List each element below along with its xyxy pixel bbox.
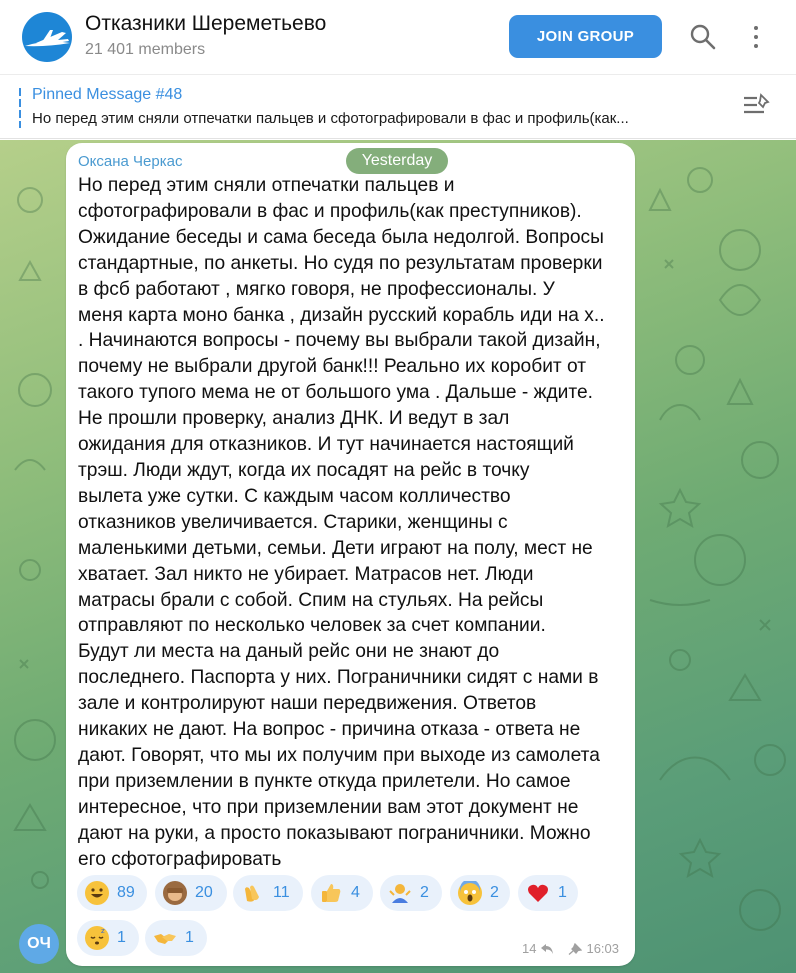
reaction-sleeping[interactable] [77, 920, 139, 956]
date-pill: Yesterday [346, 148, 448, 174]
reaction-thumbs-up[interactable] [311, 875, 373, 911]
reaction-count: 11 [273, 884, 290, 901]
channel-title[interactable]: Отказники Шереметьево [85, 12, 327, 35]
reaction-count: 1 [117, 929, 126, 946]
reaction-scream[interactable] [450, 875, 510, 911]
thumbs-up-icon [319, 881, 343, 905]
reaction-count: 4 [351, 884, 360, 901]
scrolled-text-remnant [77, 62, 187, 76]
pin-icon [568, 943, 582, 955]
reaction-handshake[interactable] [145, 920, 207, 956]
more-options-icon[interactable] [747, 22, 765, 52]
join-group-button[interactable]: JOIN GROUP [509, 15, 662, 58]
pinned-title: Pinned Message #48 [32, 86, 183, 103]
reaction-clap[interactable] [233, 875, 303, 911]
reaction-monkey[interactable] [155, 875, 227, 911]
sender-name[interactable]: Оксана Черкас [78, 153, 183, 170]
reaction-count: 1 [185, 929, 194, 946]
handshake-icon [153, 926, 177, 950]
author-avatar[interactable]: ОЧ [19, 924, 59, 964]
sleeping-face-icon [85, 926, 109, 950]
pinned-message-bar[interactable] [0, 74, 796, 139]
message-meta [522, 941, 619, 956]
reaction-grinning[interactable] [77, 875, 147, 911]
person-shrugging-icon [388, 881, 412, 905]
red-heart-icon [526, 881, 550, 905]
reaction-count: 2 [490, 884, 499, 901]
pinned-list-icon[interactable] [742, 92, 772, 118]
see-no-evil-monkey-icon [163, 881, 187, 905]
reaction-count: 2 [420, 884, 429, 901]
message-text: Но перед этим сняли отпечатки пальцев и сфотографировали в фас и профиль(как преступников). Ожидание беседы и сама беседа была недолгой. Вопросы стандартные, по анкеты. Но судя по результатам проверки в фсб работают , мягко говоря, не профессионалы. У меня карта моно банка , дизайн русский корабль иди на х.. . Начинаются вопросы - почему вы выбрали такой дизайн, почему не выбрали другой банк!!! Реально их коробит от такого тупого мема не от большого ума . Дальше - ждите. Не прошли проверку, анализ ДНК. И ведут в зал ожидания для отказников. И тут начинается настоящий трэш. Люди ждут, когда их посадят на рейс в точку вылета уже сутки. С каждым часом колличество отказников увеличивается. Старики, женщины с маленькими детьми, семьи. Дети играют на полу, мест не хватает. Зал никто не убирает. Матрасов нет. Люди матрасы брали с собой. Спим на стульях. На рейсы отправляют по несколько человек за счет компании. Будут ли места на даный рейс они не знают до последнего. Паспорта у них. Пограничники сидят с нами в зале и контролируют наши передвижения. Ответов никаких не дают. На вопрос - причина отказа - ответа не дают. Говорят, что мы их получим при выходе из самолета при приземлении в пункте откуда прилетели. Но самое интересное, что при приземлении вам этот документ не дают на руки, а просто показывают пограничники. Можно его сфотографировать [78, 175, 605, 870]
reaction-count: 20 [195, 884, 213, 901]
pinned-indicator [19, 88, 21, 128]
message-time: 16:03 [586, 941, 620, 956]
airplane-logo-icon [22, 12, 72, 62]
reaction-shrug[interactable] [380, 875, 442, 911]
member-count: 21 401 members [85, 41, 206, 58]
reaction-heart[interactable] [518, 875, 578, 911]
reply-arrow-icon [540, 943, 554, 955]
grinning-face-icon [85, 881, 109, 905]
reaction-count: 89 [117, 884, 135, 901]
face-screaming-icon [458, 881, 482, 905]
channel-avatar[interactable] [22, 12, 72, 62]
svg-text:z: z [101, 927, 105, 935]
pinned-text: Но перед этим сняли отпечатки пальцев и сфотографировали в фас и профиль(как... [32, 110, 629, 127]
reaction-count: 1 [558, 884, 567, 901]
reply-count[interactable]: 14 [522, 941, 537, 956]
clapping-hands-icon [241, 881, 265, 905]
search-icon[interactable] [689, 23, 717, 51]
